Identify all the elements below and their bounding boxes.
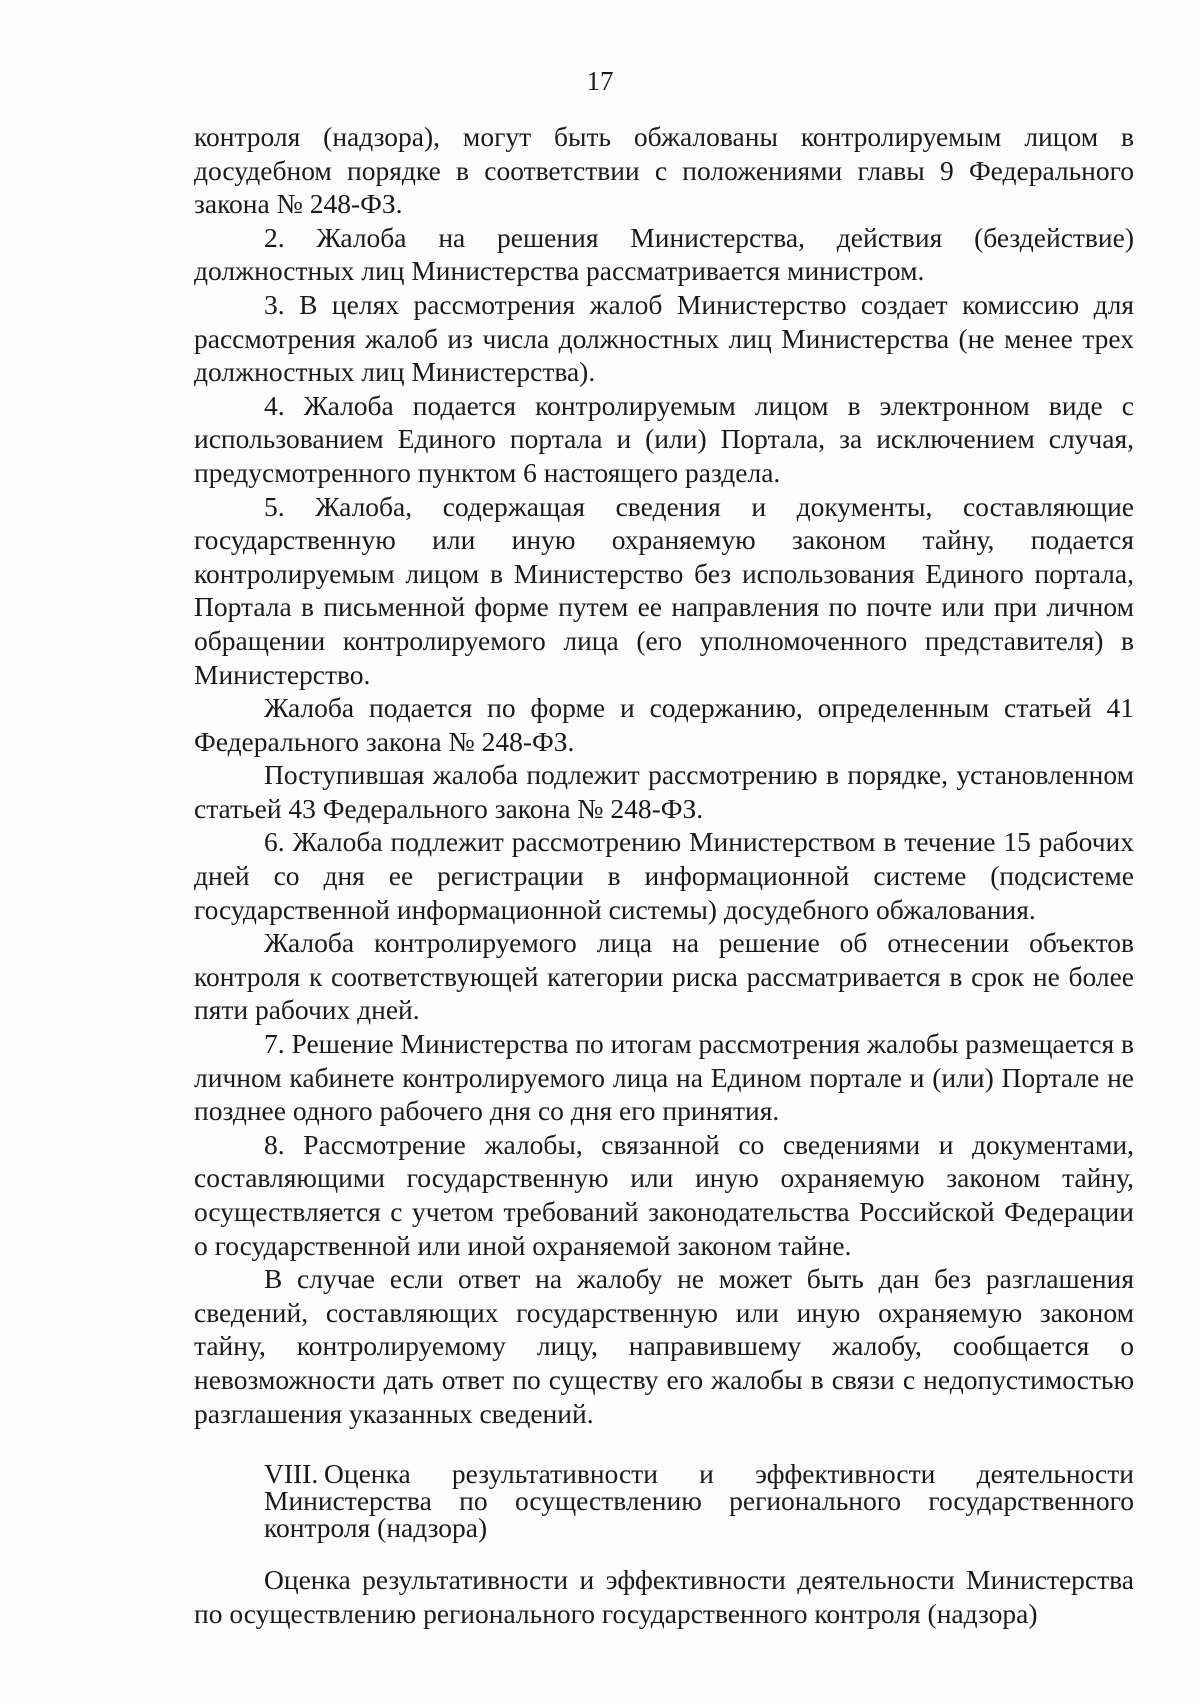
paragraph: 2. Жалоба на решения Министерства, действия (бездействие) должностных лиц Министерства рассматривается министром. bbox=[194, 221, 1134, 287]
paragraphs-before bbox=[194, 120, 1134, 1430]
section-heading bbox=[194, 1458, 1134, 1544]
paragraphs-after bbox=[194, 1563, 1134, 1630]
paragraph: 5. Жалоба, содержащая сведения и документы, составляющие государственную или иную охраняемую законом тайну, подается контролируемым лицом в Министерство без использования Единого портала, Портала в письменной форме путем ее направления по почте или при личном обращении контролируемого лица (его уполномоченного представителя) в Министерство. bbox=[194, 490, 1134, 690]
section-number: VIII. bbox=[264, 1458, 319, 1490]
paragraph: 6. Жалоба подлежит рассмотрению Министерством в течение 15 рабочих дней со дня ее регистрации в информационной системе (подсистеме государственной информационной системы) досудебного обжалования. bbox=[194, 826, 1134, 925]
paragraph: Поступившая жалоба подлежит рассмотрению в порядке, установленном статьей 43 Федерального закона № 248-ФЗ. bbox=[194, 759, 1134, 824]
paragraph: 4. Жалоба подается контролируемым лицом в электронном виде с использованием Единого портала и (или) Портала, за исключением случая, предусмотренного пунктом 6 настоящего раздела. bbox=[194, 389, 1134, 488]
page-number: 17 bbox=[586, 66, 614, 96]
paragraph: контроля (надзора), могут быть обжалованы контролируемым лицом в досудебном порядке в соответствии с положениями главы 9 Федерального закона № 248-ФЗ. bbox=[194, 121, 1134, 220]
paragraph: 7. Решение Министерства по итогам рассмотрения жалобы размещается в личном кабинете контролируемого лица на Едином портале и (или) Портале не позднее одного рабочего дня со дня его принятия. bbox=[194, 1028, 1134, 1127]
paragraph: В случае если ответ на жалобу не может быть дан без разглашения сведений, составляющих государственную или иную охраняемую законом тайну, контролируемому лицу, направившему жалобу, сообщается о невозможности дать ответ по существу его жалобы в связи с недопустимостью разглашения указанных сведений. bbox=[194, 1263, 1134, 1429]
paragraph: 3. В целях рассмотрения жалоб Министерство создает комиссию для рассмотрения жалоб из числа должностных лиц Министерства (не менее трех должностных лиц Министерства). bbox=[194, 288, 1134, 388]
paragraph: Жалоба подается по форме и содержанию, определенным статьей 41 Федерального закона № 248-ФЗ. bbox=[194, 692, 1134, 757]
section-title: Оценка результативности и эффективности деятельности Министерства по осуществлению регионального государственного контроля (надзора) bbox=[264, 1458, 1134, 1544]
document-body bbox=[194, 120, 1134, 1630]
paragraph: 8. Рассмотрение жалобы, связанной со сведениями и документами, составляющими государственную или иную охраняемую законом тайну, осуществляется с учетом требований законодательства Российской Федерации о государственной или иной охраняемой законом тайне. bbox=[194, 1128, 1134, 1261]
paragraph: Жалоба контролируемого лица на решение об отнесении объектов контроля к соответствующей категории риска рассматривается в срок не более пяти рабочих дней. bbox=[194, 927, 1134, 1026]
paragraph: Оценка результативности и эффективности деятельности Министерства по осуществлению регионального государственного контроля (надзора) bbox=[194, 1564, 1134, 1629]
